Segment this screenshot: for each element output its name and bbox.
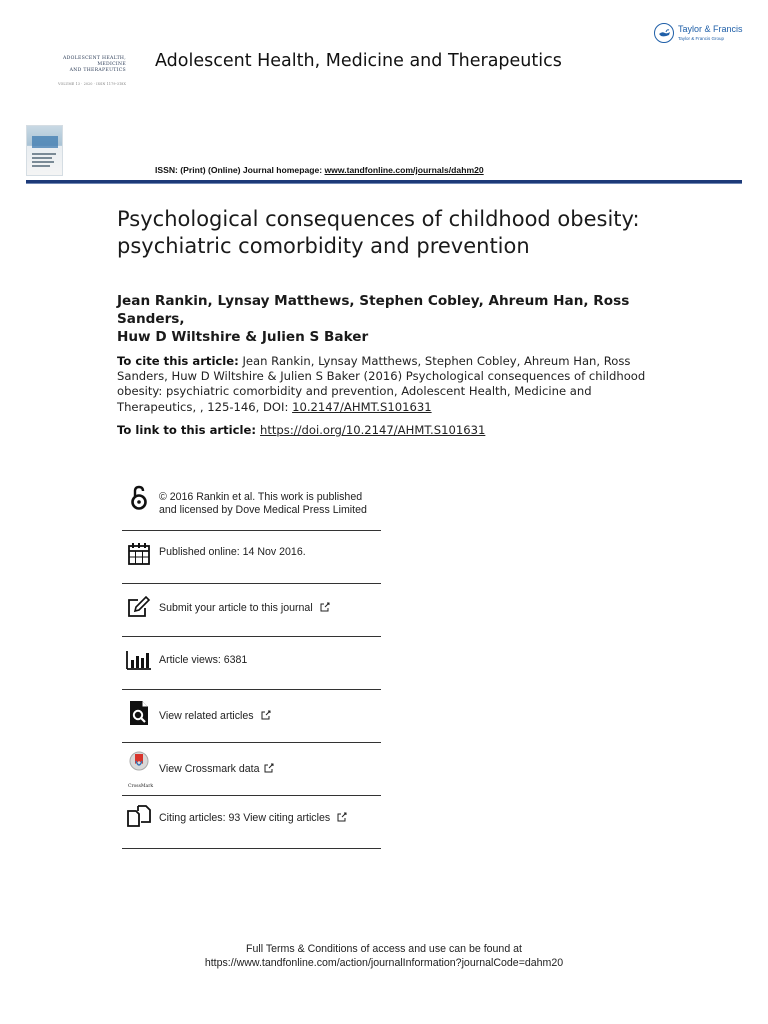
publisher-logo[interactable]: [654, 22, 754, 48]
journal-homepage-link[interactable]: www.tandfonline.com/journals/dahm20: [324, 165, 484, 175]
submit-link[interactable]: [159, 602, 330, 615]
related-item[interactable]: [122, 690, 381, 743]
submit-item[interactable]: [122, 584, 381, 637]
license-item: [122, 477, 381, 531]
journal-cover-thumbnail[interactable]: [26, 125, 63, 176]
journal-title[interactable]: Adolescent Health, Medicine and Therapeutics: [155, 51, 562, 71]
cover-volume-line: VOLUME 13 · 2020 · ISSN 1179-318X: [58, 82, 126, 86]
publisher-sub: Taylor & Francis Group: [678, 36, 725, 41]
citing-articles-icon: [126, 803, 152, 829]
published-item: [122, 531, 381, 584]
footer-line1: Full Terms & Conditions of access and use can be found at: [246, 943, 522, 955]
footer-terms-url[interactable]: https://www.tandfonline.com/action/journalInformation?journalCode=dahm20: [204, 957, 564, 969]
article-info-list: [122, 477, 381, 849]
calendar-icon: [126, 541, 152, 567]
article-link-label: To link to this article:: [117, 423, 256, 437]
views-count: Article views: 6381: [159, 654, 248, 666]
citation-block: [117, 354, 665, 415]
cover-title-line1: ADOLESCENT HEALTH, MEDICINE: [62, 56, 126, 67]
license-line1: © 2016 Rankin et al. This work is published: [159, 491, 363, 503]
citation-doi-link[interactable]: 10.2147/AHMT.S101631: [292, 399, 432, 414]
citing-link[interactable]: [159, 812, 347, 825]
views-item: [122, 637, 381, 690]
crossmark-caption: CrossMark: [128, 784, 154, 789]
issn-text: ISSN: (Print) (Online) Journal homepage:: [155, 165, 325, 175]
taylor-francis-lamp-icon: [654, 23, 674, 43]
issn-line: [155, 165, 484, 175]
header-rule-thin: [26, 183, 742, 184]
article-link-line: [117, 423, 677, 438]
article-title-line2: psychiatric comorbidity and prevention: [117, 234, 530, 258]
published-date: Published online: 14 Nov 2016.: [159, 546, 306, 558]
citation-label: To cite this article:: [117, 354, 239, 368]
crossmark-link[interactable]: [159, 763, 274, 776]
external-link-icon: [261, 710, 271, 720]
related-label: View related articles: [159, 710, 254, 722]
document-search-icon: [126, 700, 152, 726]
external-link-icon: [337, 812, 347, 822]
bar-chart-icon: [126, 647, 152, 673]
article-title-line1: Psychological consequences of childhood obesity:: [117, 207, 640, 231]
pencil-edit-icon: [126, 594, 152, 620]
crossmark-item[interactable]: [122, 743, 381, 796]
article-title: [117, 206, 677, 260]
publisher-name: Taylor & Francis: [678, 24, 743, 34]
author-list: [117, 292, 677, 346]
related-link[interactable]: [159, 710, 271, 723]
authors-line2: Huw D Wiltshire & Julien S Baker: [117, 329, 369, 345]
submit-label: Submit your article to this journal: [159, 602, 313, 614]
crossmark-label: View Crossmark data: [159, 763, 260, 775]
crossmark-icon: [126, 751, 152, 777]
cover-title-line2: AND THERAPEUTICS: [69, 68, 126, 73]
license-line2: and licensed by Dove Medical Press Limited: [159, 503, 367, 516]
open-access-icon: [126, 485, 152, 511]
journal-cover-wordmark: [40, 56, 126, 90]
citing-label: Citing articles: 93 View citing articles: [159, 812, 331, 824]
citing-item[interactable]: [122, 796, 381, 849]
license-text: [159, 491, 367, 516]
terms-footer: [0, 942, 768, 970]
authors-line1: Jean Rankin, Lynsay Matthews, Stephen Cobley, Ahreum Han, Ross Sanders,: [117, 293, 630, 327]
citation-text: Jean Rankin, Lynsay Matthews, Stephen Cobley, Ahreum Han, Ross Sanders, Huw D Wiltshire & Julien S Baker (2016) Psychological consequences of childhood obesity: psychiatric comorbidity and prevention, Adolescent Health, Medicine and Therapeutics, , 125-146, DOI:: [117, 354, 646, 414]
article-doi-url[interactable]: https://doi.org/10.2147/AHMT.S101631: [259, 423, 486, 437]
external-link-icon: [320, 602, 330, 612]
external-link-icon: [264, 763, 274, 773]
